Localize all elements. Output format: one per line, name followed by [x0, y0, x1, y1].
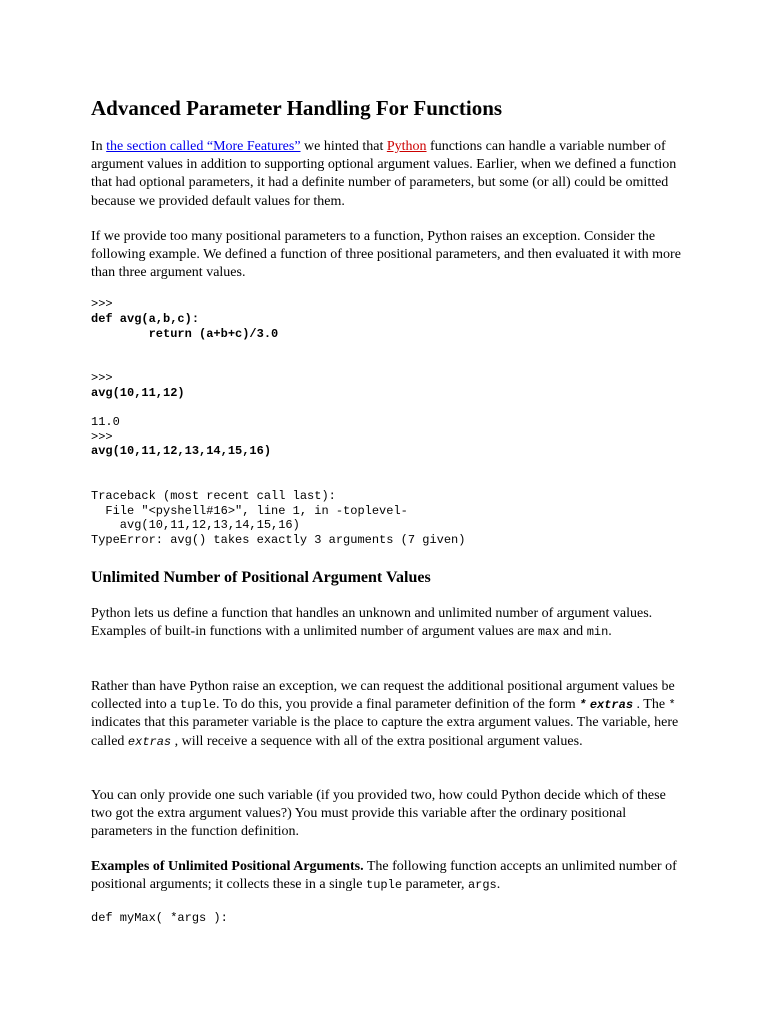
- para4-text-3: . The: [633, 697, 669, 713]
- section-heading: Unlimited Number of Positional Argument Values: [91, 569, 431, 586]
- code-args: args: [467, 878, 497, 893]
- one-variable-paragraph: You can only provide one such variable (if you provided two, how could Python decide which of these two got the extra argument values?) You must provide this variable after the ordinary positional parameters in the function definition.: [91, 788, 666, 840]
- avg-call-1: avg(10,11,12): [91, 386, 185, 400]
- para3-and: and: [559, 624, 587, 640]
- para3-text: Python lets us define a function that handles an unknown and unlimited number of argument values. Examples of built-in functions with a unlimited number of argument values are: [91, 606, 653, 640]
- avg-call-2: avg(10,11,12,13,14,15,16): [91, 444, 272, 458]
- para6-text-1: The following function accepts an unlimited number of positional arguments; it collects these in a single: [91, 859, 677, 893]
- intro-text-start: In: [91, 139, 107, 154]
- mymax-def-line: def myMax( *args ):: [91, 911, 228, 925]
- page-title: Advanced Parameter Handling For Functions: [91, 96, 503, 120]
- extras-param: extras: [589, 698, 634, 713]
- exception-paragraph: If we provide too many positional parameters to a function, Python raises an exception. Consider the following example. We defined a function of three positional parameters, and then evaluated it with more than three argument values.: [91, 229, 681, 281]
- extras-variable: extras: [127, 734, 172, 749]
- code-tuple: tuple: [180, 698, 217, 713]
- output-1: 11.0: [91, 415, 120, 429]
- intro-paragraph: [91, 138, 683, 211]
- return-line: return (a+b+c)/3.0: [91, 327, 279, 341]
- prompt-1: >>>: [91, 297, 113, 311]
- prompt-2: >>>: [91, 371, 113, 385]
- para4-text-2: . To do this, you provide a final parameter definition of the form: [216, 697, 580, 713]
- para3-end: .: [608, 624, 612, 640]
- examples-heading: Examples of Unlimited Positional Arguments.: [91, 859, 364, 874]
- para6-text-2: parameter,: [402, 877, 468, 893]
- examples-paragraph: [91, 858, 683, 894]
- star-symbol: *: [579, 698, 587, 713]
- intro-text-rest: functions can handle a variable number of argument values in addition to supporting optional argument values. Earlier, when we defined a function that had optional parameters, it had a definite number of parameters, but some (or all) could be omitted because we provided default values for them.: [91, 139, 677, 209]
- code-max: max: [537, 625, 560, 640]
- traceback-block: Traceback (most recent call last): File "<pyshell#16>", line 1, in -toplevel- avg(10,11,12,13,14,15,16) TypeError: avg() takes exactly 3 arguments (7 given): [91, 489, 466, 547]
- code-min: min: [586, 625, 609, 640]
- code-tuple-2: tuple: [366, 878, 403, 893]
- prompt-3: >>>: [91, 430, 113, 444]
- para4-text-4: indicates that this parameter variable is the place to capture the extra argument values. The variable, here called: [91, 715, 679, 749]
- para6-end: .: [496, 877, 501, 893]
- para4-text-1: Rather than have Python raise an exception, we can request the additional positional argument values be collected into a: [91, 679, 675, 713]
- para4-text-5: , will receive a sequence with all of the extra positional argument values.: [171, 733, 583, 749]
- unlimited-args-paragraph: [91, 605, 683, 641]
- def-avg-line: def avg(a,b,c):: [91, 312, 200, 326]
- extras-paragraph: [91, 678, 683, 751]
- more-features-link[interactable]: the section called “More Features”: [106, 139, 301, 154]
- python-link[interactable]: Python: [386, 139, 427, 154]
- code-star: *: [668, 698, 676, 713]
- intro-text-mid: we hinted that: [300, 139, 387, 154]
